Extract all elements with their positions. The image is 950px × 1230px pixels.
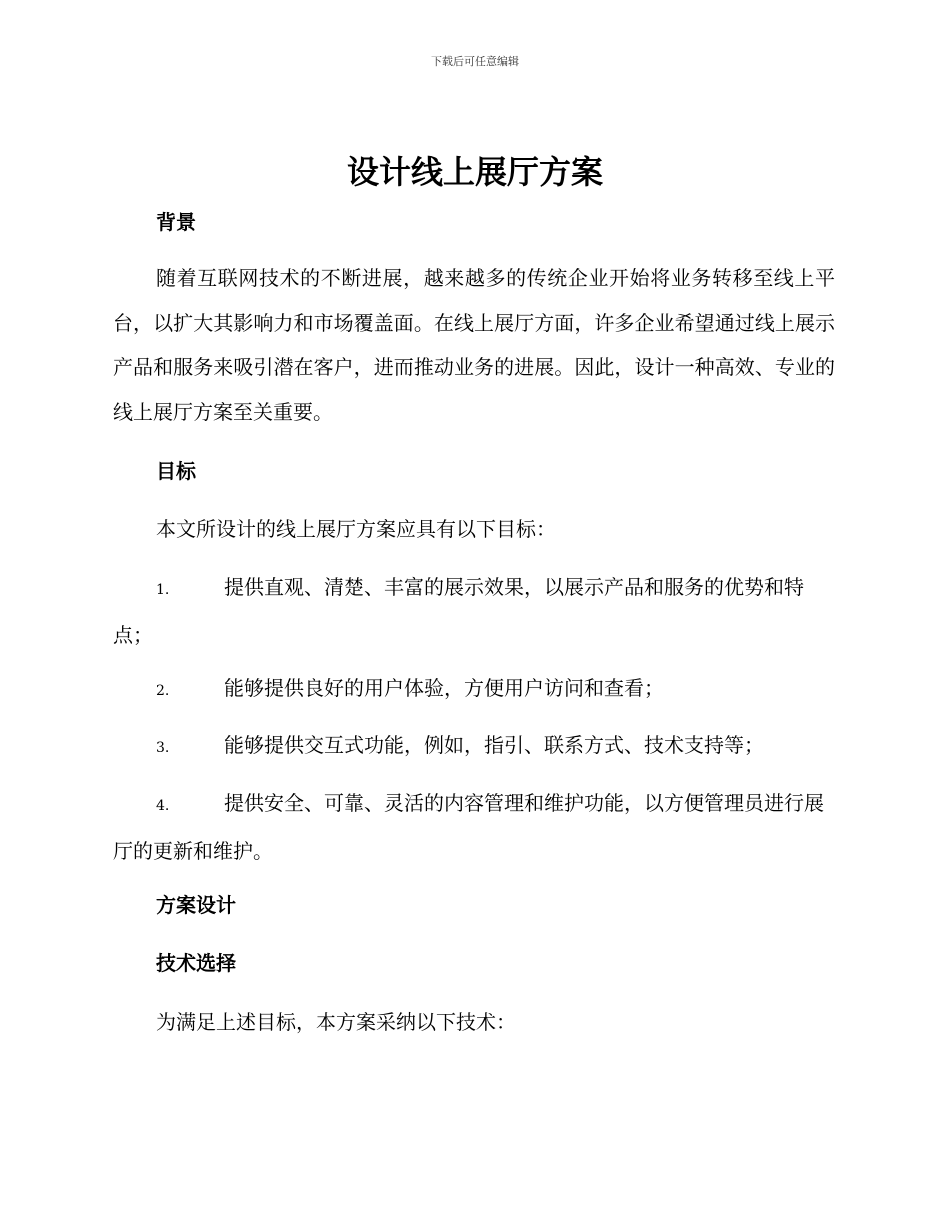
goal-item-2 xyxy=(113,666,835,714)
section-heading-design: 方案设计 xyxy=(156,893,236,917)
goal-item-3 xyxy=(113,723,835,771)
header-note: 下载后可任意编辑 xyxy=(431,55,519,68)
goal-item-text: 提供直观、清楚、丰富的展示效果，以展示产品和服务的优势和特点； xyxy=(113,575,804,647)
goal-item-number: 4. xyxy=(156,798,170,814)
goal-item-number: 1. xyxy=(156,582,170,598)
section-heading-goal: 目标 xyxy=(156,459,196,483)
goal-item-text: 能够提供良好的用户体验，方便用户访问和查看； xyxy=(224,676,664,700)
goal-item-1 xyxy=(113,565,835,657)
page-title: 设计线上展厅方案 xyxy=(346,153,603,191)
section-heading-tech: 技术选择 xyxy=(156,951,236,975)
goal-intro: 本文所设计的线上展厅方案应具有以下目标： xyxy=(156,517,556,541)
goal-item-number: 2. xyxy=(156,683,170,699)
tech-intro: 为满足上述目标，本方案采纳以下技术： xyxy=(156,1010,516,1034)
background-paragraph: 随着互联网技术的不断进展，越来越多的传统企业开始将业务转移至线上平台，以扩大其影响力和市场覆盖面。在线上展厅方面，许多企业希望通过线上展示产品和服务来吸引潜在客户，进而推动业务的进展。因此，设计一种高效、专业的线上展厅方案至关重要。 xyxy=(113,266,835,424)
goal-item-number: 3. xyxy=(156,740,170,756)
section-heading-background: 背景 xyxy=(156,210,196,234)
goal-item-4 xyxy=(113,781,835,873)
goal-item-text: 能够提供交互式功能，例如，指引、联系方式、技术支持等； xyxy=(224,733,764,757)
goal-item-text: 提供安全、可靠、灵活的内容管理和维护功能，以方便管理员进行展厅的更新和维护。 xyxy=(113,791,824,863)
